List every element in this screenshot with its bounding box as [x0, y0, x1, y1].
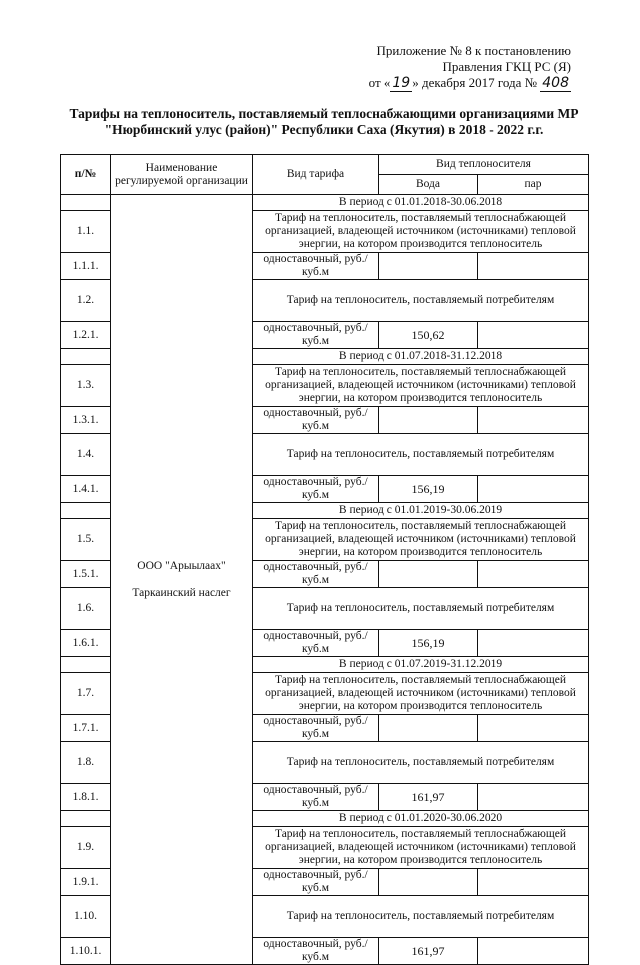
rate-label: одноставочный, руб./куб.м — [253, 715, 379, 742]
rate-label: одноставочный, руб./куб.м — [253, 253, 379, 280]
table-body — [61, 195, 589, 965]
col-header-number: п/№ — [61, 155, 111, 195]
col-header-organization: Наименование регулируемой организации — [111, 155, 253, 195]
date-middle: » декабря 2017 года № — [412, 75, 538, 90]
period-heading: В период с 01.07.2019-31.12.2019 — [253, 657, 589, 673]
row-number: 1.2. — [61, 280, 111, 322]
tariff-table — [60, 154, 589, 965]
rate-label: одноставочный, руб./куб.м — [253, 869, 379, 896]
water-value: 161,97 — [379, 784, 478, 811]
steam-value — [478, 253, 589, 280]
header-line-authority: Правления ГКЦ РС (Я) — [442, 59, 571, 74]
water-value: 150,62 — [379, 322, 478, 349]
water-value: 156,19 — [379, 476, 478, 503]
tariff-section-title: Тариф на теплоноситель, поставляемый теплоснабжающей организацией, владеющей источником (источниками) тепловой энергии, на котором производится теплоноситель — [253, 365, 589, 407]
tariff-section-title: Тариф на теплоноситель, поставляемый теплоснабжающей организацией, владеющей источником (источниками) тепловой энергии, на котором производится теплоноситель — [253, 673, 589, 715]
tariff-section-title: Тариф на теплоноситель, поставляемый теплоснабжающей организацией, владеющей источником (источниками) тепловой энергии, на котором производится теплоноситель — [253, 519, 589, 561]
tariff-section-title: Тариф на теплоноситель, поставляемый потребителям — [253, 588, 589, 630]
steam-value — [478, 630, 589, 657]
water-value — [379, 715, 478, 742]
row-number: 1.7.1. — [61, 715, 111, 742]
steam-value — [478, 322, 589, 349]
row-number-empty — [61, 811, 111, 827]
tariff-section-title: Тариф на теплоноситель, поставляемый потребителям — [253, 742, 589, 784]
rate-label: одноставочный, руб./куб.м — [253, 476, 379, 503]
row-number-empty — [61, 657, 111, 673]
steam-value — [478, 407, 589, 434]
row-number: 1.10. — [61, 896, 111, 938]
handwritten-day: 19 — [392, 75, 411, 91]
rate-label: одноставочный, руб./куб.м — [253, 407, 379, 434]
organization-name: ООО "Арыылаах" — [137, 559, 226, 572]
water-value — [379, 869, 478, 896]
row-number: 1.4.1. — [61, 476, 111, 503]
water-value — [379, 561, 478, 588]
row-number: 1.10.1. — [61, 938, 111, 965]
col-header-water: Вода — [379, 175, 478, 195]
row-number: 1.1.1. — [61, 253, 111, 280]
rate-label: одноставочный, руб./куб.м — [253, 630, 379, 657]
row-number: 1.8.1. — [61, 784, 111, 811]
rate-label: одноставочный, руб./куб.м — [253, 784, 379, 811]
period-heading: В период с 01.01.2020-30.06.2020 — [253, 811, 589, 827]
row-number-empty — [61, 349, 111, 365]
row-number: 1.7. — [61, 673, 111, 715]
col-header-steam: пар — [478, 175, 589, 195]
row-number: 1.8. — [61, 742, 111, 784]
organization-location: Таркаинский наслег — [132, 586, 231, 599]
tariff-section-title: Тариф на теплоноситель, поставляемый потребителям — [253, 280, 589, 322]
col-header-tariff-type: Вид тарифа — [253, 155, 379, 195]
row-number: 1.6.1. — [61, 630, 111, 657]
tariff-section-title: Тариф на теплоноситель, поставляемый потребителям — [253, 896, 589, 938]
title-line-2: "Нюрбинский улус (район)" Республики Саха (Якутия) в 2018 - 2022 г.г. — [104, 122, 544, 137]
period-heading: В период с 01.01.2019-30.06.2019 — [253, 503, 589, 519]
header-line-date — [369, 75, 571, 92]
table-row — [61, 195, 589, 211]
steam-value — [478, 938, 589, 965]
row-number-empty — [61, 503, 111, 519]
row-number: 1.2.1. — [61, 322, 111, 349]
handwritten-number: 408 — [542, 75, 569, 91]
row-number: 1.5.1. — [61, 561, 111, 588]
period-heading: В период с 01.01.2018-30.06.2018 — [253, 195, 589, 211]
water-value: 156,19 — [379, 630, 478, 657]
tariff-section-title: Тариф на теплоноситель, поставляемый теплоснабжающей организацией, владеющей источником (источниками) тепловой энергии, на котором производится теплоноситель — [253, 827, 589, 869]
date-prefix: от « — [368, 75, 391, 90]
row-number: 1.9. — [61, 827, 111, 869]
rate-label: одноставочный, руб./куб.м — [253, 322, 379, 349]
water-value — [379, 407, 478, 434]
row-number: 1.3.1. — [61, 407, 111, 434]
steam-value — [478, 561, 589, 588]
tariff-section-title: Тариф на теплоноситель, поставляемый теплоснабжающей организацией, владеющей источником (источниками) тепловой энергии, на котором производится теплоноситель — [253, 211, 589, 253]
col-header-carrier: Вид теплоносителя — [379, 155, 589, 175]
row-number-empty — [61, 195, 111, 211]
document-title — [60, 106, 588, 138]
row-number: 1.6. — [61, 588, 111, 630]
document-header — [369, 43, 571, 92]
steam-value — [478, 784, 589, 811]
rate-label: одноставочный, руб./куб.м — [253, 938, 379, 965]
rate-label: одноставочный, руб./куб.м — [253, 561, 379, 588]
steam-value — [478, 715, 589, 742]
period-heading: В период с 01.07.2018-31.12.2018 — [253, 349, 589, 365]
table-head — [61, 155, 589, 195]
header-line-appendix: Приложение № 8 к постановлению — [376, 43, 571, 58]
row-number: 1.1. — [61, 211, 111, 253]
tariff-section-title: Тариф на теплоноситель, поставляемый потребителям — [253, 434, 589, 476]
title-line-1: Тарифы на теплоноситель, поставляемый теплоснабжающими организациями МР — [69, 106, 579, 121]
row-number: 1.3. — [61, 365, 111, 407]
steam-value — [478, 476, 589, 503]
row-number: 1.4. — [61, 434, 111, 476]
organization-cell — [111, 195, 253, 965]
water-value: 161,97 — [379, 938, 478, 965]
row-number: 1.9.1. — [61, 869, 111, 896]
water-value — [379, 253, 478, 280]
row-number: 1.5. — [61, 519, 111, 561]
steam-value — [478, 869, 589, 896]
